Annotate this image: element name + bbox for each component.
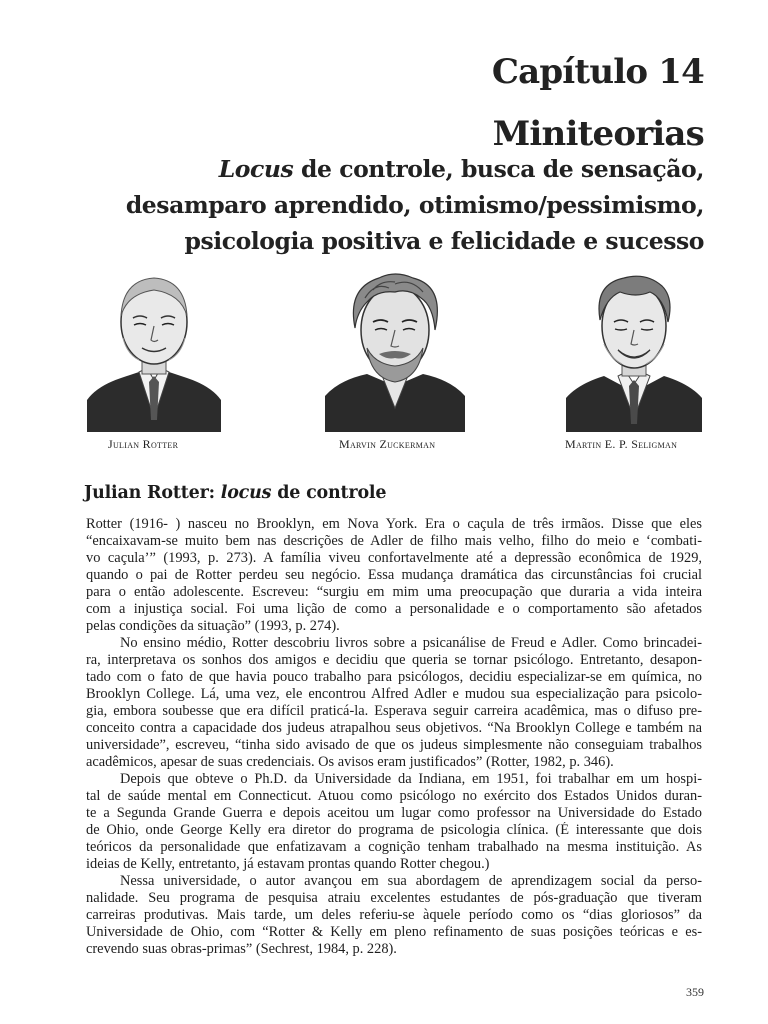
body-line: ideias de Kelly, entretanto, já estavam prontas quando Rotter chegou.) bbox=[86, 856, 490, 872]
section-heading-italic: locus bbox=[220, 483, 272, 503]
body-line: com a injustiça social. Foi uma lição de como a personalidade e o comportamento são afetados bbox=[86, 601, 702, 617]
body-line: tal de saúde mental em Connecticut. Atuou como psicólogo no exército dos Estados Unidos duran- bbox=[86, 788, 702, 804]
body-line: “encaixavam-se muito bem nas descrições de Adler de filho mais velho, filho do meio e ‘combati- bbox=[86, 533, 702, 549]
body-line: quando o pai de Rotter perdeu seu negócio. Essa mudança dramática das circunstâncias foi crucial bbox=[86, 567, 702, 583]
body-line: Brooklyn College. Lá, uma vez, ele encontrou Alfred Adler e mudou sua especialização para psicolo- bbox=[86, 686, 702, 702]
page-number: 359 bbox=[686, 985, 704, 999]
body-line: te a Segunda Grande Guerra e depois aceitou um lugar como professor na Universidade do Estado bbox=[86, 805, 702, 821]
portrait-caption: Julian Rotter bbox=[108, 437, 179, 451]
body-line: ra, interpretava os sonhos dos amigos e decidiu que queria se tornar psicólogo. Entretanto, desapon- bbox=[86, 652, 702, 668]
body-line: vo caçula’” (1993, p. 273). A família viveu confortavelmente até a depressão econômica de 1929, bbox=[86, 550, 702, 566]
body-line: Depois que obteve o Ph.D. da Universidade da Indiana, em 1951, foi trabalhar em um hospi- bbox=[120, 771, 702, 787]
body-line: nalidade. Seu programa de pesquisa atraiu excelentes estudantes de pós-graduação que tiveram bbox=[86, 890, 702, 906]
body-line: conceito contra a capacidade dos judeus atrapalhou seus objetivos. “Na Brooklyn College e também na bbox=[86, 720, 702, 736]
body-line: de Ohio, onde George Kelly era diretor do programa de psicologia clínica. (É interessante que dois bbox=[86, 822, 702, 838]
body-line: crevendo suas obras-primas” (Sechrest, 1984, p. 228). bbox=[86, 941, 397, 957]
body-line: Universidade de Ohio, com “Rotter & Kelly em pleno refinamento de suas posições teóricas e es- bbox=[86, 924, 702, 940]
portrait-seligman bbox=[566, 268, 702, 432]
body-line: Rotter (1916- ) nasceu no Brooklyn, em Nova York. Era o caçula de três irmãos. Disse que eles bbox=[86, 516, 702, 532]
body-line: teóricos da personalidade que enfatizavam a cognição tenham trabalhado na mesma instituição. As bbox=[86, 839, 702, 855]
subtitle-text: psicologia positiva e felicidade e sucesso bbox=[184, 227, 704, 255]
portrait-caption: Marvin Zuckerman bbox=[339, 437, 436, 451]
body-line: gia, embora soubesse que era difícil praticá-la. Esperava seguir carreira acadêmica, mas o difuso pre- bbox=[86, 703, 702, 719]
section-heading-rest: de controle bbox=[277, 483, 387, 503]
portrait-rotter-drawing bbox=[87, 268, 221, 432]
body-line: tado com o fato de que havia pouco trabalho para psicólogos, decidiu especializar-se em química, no bbox=[86, 669, 702, 685]
body-line: para o então adolescente. Escreveu: “surgiu em mim uma preocupação que duraria a vida inteira bbox=[86, 584, 702, 600]
chapter-subtitle-line bbox=[184, 227, 704, 255]
portrait-caption: Martin E. P. Seligman bbox=[565, 437, 678, 451]
subtitle-text: desamparo aprendido, otimismo/pessimismo, bbox=[125, 191, 704, 219]
body-line: Nessa universidade, o autor avançou em sua abordagem de aprendizagem social da perso- bbox=[120, 873, 702, 889]
body-line: No ensino médio, Rotter descobriu livros sobre a psicanálise de Freud e Adler. Como brincadei- bbox=[120, 635, 702, 651]
chapter-subtitle-line bbox=[219, 155, 704, 183]
chapter-title: Miniteorias bbox=[492, 114, 704, 154]
subtitle-italic: Locus bbox=[218, 155, 294, 183]
portrait-zuckerman bbox=[325, 268, 465, 432]
chapter-number: Capítulo 14 bbox=[491, 52, 704, 92]
section-heading bbox=[84, 483, 386, 503]
body-line: pelas condições da situação” (1993, p. 274). bbox=[86, 618, 340, 634]
body-line: acadêmicos, apesar de suas credenciais. Os avisos eram justificados” (Rotter, 1982, p. 346). bbox=[86, 754, 614, 770]
portrait-rotter bbox=[87, 268, 221, 432]
subtitle-text: de controle, busca de sensação, bbox=[293, 155, 704, 183]
body-line: universidade”, escreveu, “tinha sido avisado de que os judeus simplesmente não conseguiam trabalhos bbox=[86, 737, 702, 753]
section-heading-name: Julian Rotter: bbox=[84, 483, 215, 503]
body-line: carreiras produtivas. Mais tarde, um deles referiu-se àquele período como os “dias gloriosos” da bbox=[86, 907, 702, 923]
chapter-subtitle-line bbox=[126, 191, 704, 219]
portrait-zuckerman-drawing bbox=[325, 268, 465, 432]
portrait-seligman-drawing bbox=[566, 268, 702, 432]
